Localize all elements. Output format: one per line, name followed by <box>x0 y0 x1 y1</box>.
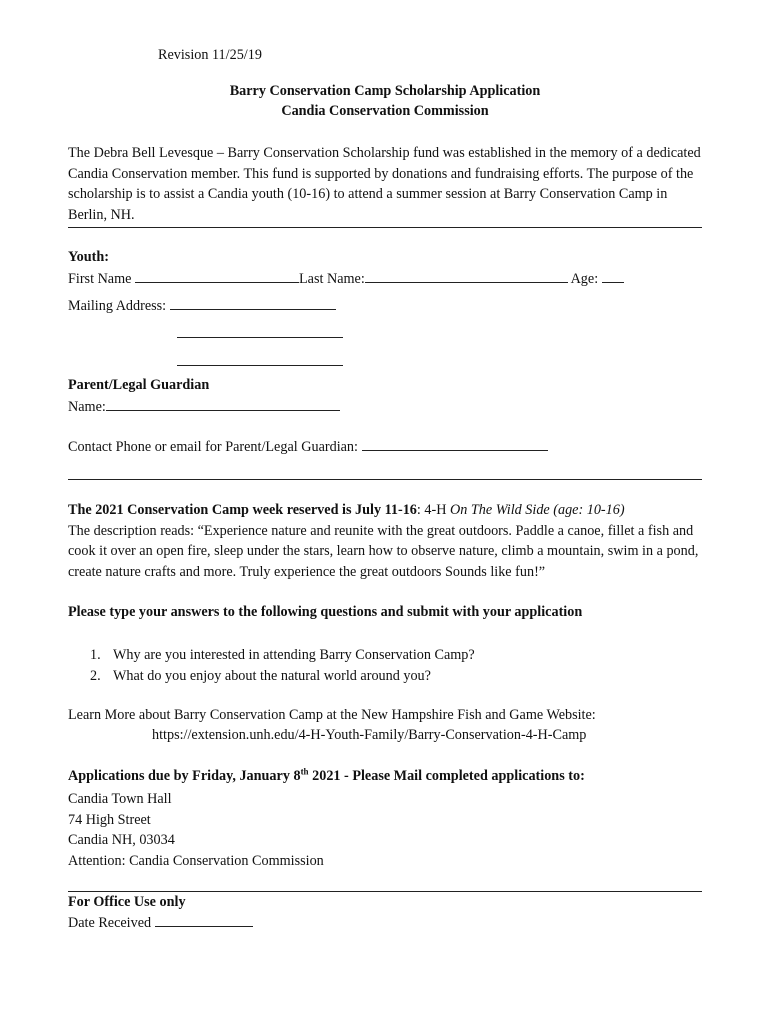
address-line: Attention: Candia Conservation Commission <box>68 853 324 870</box>
mailing-address-field-3[interactable] <box>177 353 343 366</box>
mailing-address-field-1[interactable] <box>170 297 336 310</box>
mailing-address-line-2 <box>177 325 343 343</box>
youth-name-row <box>68 270 624 288</box>
age-field[interactable] <box>602 270 624 283</box>
revision-note: Revision 11/25/19 <box>158 47 262 63</box>
guardian-contact-field[interactable] <box>362 438 548 451</box>
guardian-name-row <box>68 398 340 416</box>
date-received-row <box>68 914 253 932</box>
page-subtitle: Candia Conservation Commission <box>281 103 489 119</box>
last-name-label: Last Name: <box>299 271 365 287</box>
guardian-name-field[interactable] <box>106 398 340 411</box>
deadline-line: Applications due by Friday, January 8th 2021 - Please Mail completed applications to: <box>68 766 585 784</box>
guardian-heading: Parent/Legal Guardian <box>68 377 210 393</box>
questions-heading: Please type your answers to the following questions and submit with your application <box>68 604 583 620</box>
list-item: 1. Why are you interested in attending Barry Conservation Camp? <box>90 647 475 663</box>
address-line: 74 High Street <box>68 811 151 828</box>
age-label: Age: <box>570 271 599 287</box>
divider <box>68 479 702 480</box>
mailing-address-field-2[interactable] <box>177 325 343 338</box>
learn-more-text: Learn More about Barry Conservation Camp at the New Hampshire Fish and Game Website: <box>68 707 596 723</box>
guardian-contact-label: Contact Phone or email for Parent/Legal Guardian: <box>68 439 358 455</box>
first-name-label: First Name <box>68 271 132 287</box>
camp-website-link[interactable]: https://extension.unh.edu/4-H-Youth-Family/Barry-Conservation-4-H-Camp <box>152 727 587 743</box>
camp-week-line <box>68 500 708 521</box>
questions-list <box>90 645 475 686</box>
divider <box>68 227 702 228</box>
camp-week-sep: : 4-H <box>416 502 451 518</box>
mailing-address-block <box>68 789 324 872</box>
guardian-name-label: Name: <box>68 399 106 415</box>
address-line: Candia Town Hall <box>68 791 172 807</box>
page-title: Barry Conservation Camp Scholarship Application <box>229 83 541 99</box>
camp-section <box>68 500 708 583</box>
first-name-field[interactable] <box>135 270 299 283</box>
youth-heading: Youth: <box>68 249 109 265</box>
mailing-address-line-3 <box>177 353 343 371</box>
last-name-field[interactable] <box>365 270 568 283</box>
list-item: 2. What do you enjoy about the natural world around you? <box>90 667 431 684</box>
mailing-address-row <box>68 297 336 315</box>
date-received-label: Date Received <box>68 915 152 931</box>
camp-description: The description reads: “Experience nature and reunite with the great outdoors. Paddle a canoe, fillet a fish and cook it over an open fire, sleep under the stars, learn how to observe nature, climb a mountain, swim in a pond, create nature crafts and more. Truly experience the great outdoors Sounds like fun!” <box>68 522 699 581</box>
camp-program-name: On The Wild Side (age: 10-16) <box>450 502 625 518</box>
camp-week-bold: The 2021 Conservation Camp week reserved is July 11-16 <box>68 502 417 518</box>
office-use-heading: For Office Use only <box>68 894 186 910</box>
mailing-address-label: Mailing Address: <box>68 298 167 314</box>
divider <box>68 891 702 892</box>
intro-paragraph: The Debra Bell Levesque – Barry Conservation Scholarship fund was established in the memory of a dedicated Candia Conservation member. This fund is supported by donations and fundraising efforts. The purpose of the scholarship is to assist a Candia youth (10-16) to attend a summer session at Barry Conservation Camp in Berlin, NH. <box>68 145 701 224</box>
address-line: Candia NH, 03034 <box>68 832 175 849</box>
guardian-contact-row <box>68 438 548 456</box>
date-received-field[interactable] <box>155 914 253 927</box>
